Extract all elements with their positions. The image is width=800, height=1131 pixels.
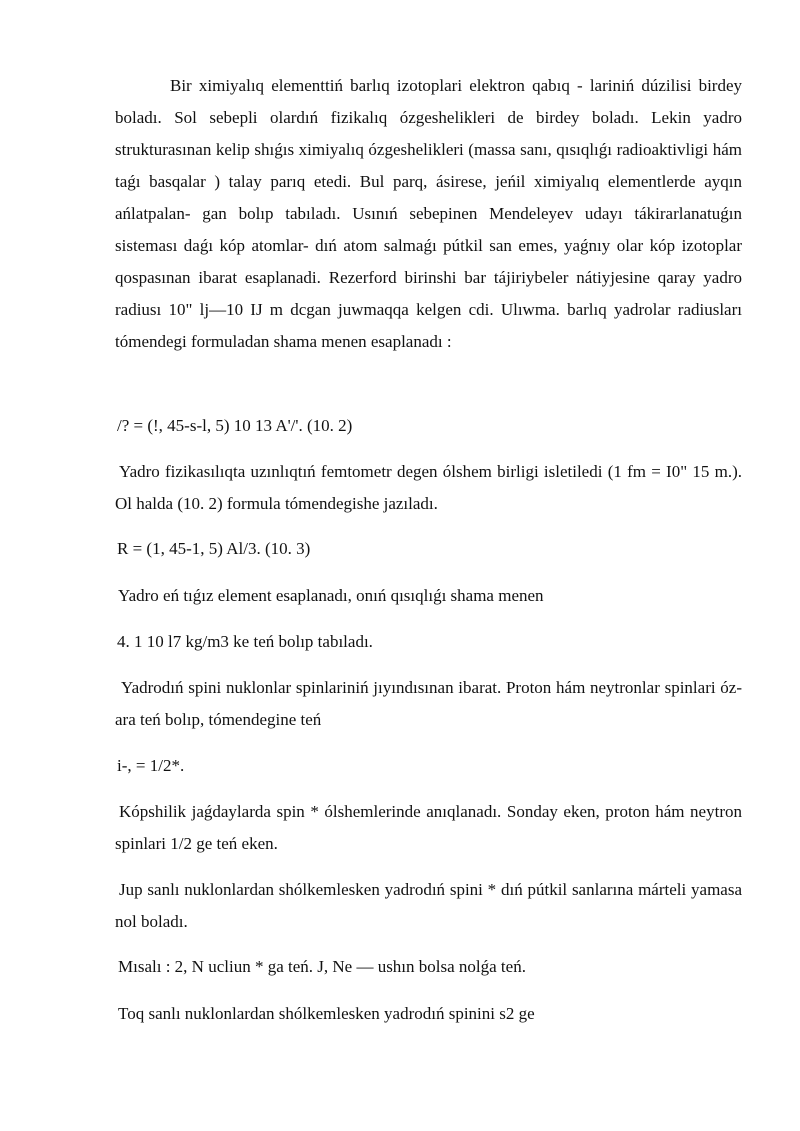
paragraph-example: Mısalı : 2, N ucliun * ga teń. J, Ne — ushın bolsa nolǵa teń. [118,957,526,976]
paragraph-odd-nucleons: Toq sanlı nuklonlardan shólkemlesken yadrodıń spinini s2 ge [118,1004,535,1023]
paragraph-spin-measurement: Kópshilik jaǵdaylarda spin * ólshemlerinde anıqlanadı. Sonday eken, proton hám neytron spinlari 1/2 ge teń eken. [115,802,742,853]
formula-spin: i-, = 1/2*. [117,756,185,775]
paragraph-even-nucleons: Jup sanlı nuklonlardan shólkemlesken yadrodıń spini * dıń pútkil sanlarına márteli yamasa nol boladı. [115,880,742,931]
paragraph-nucleus-spin: Yadrodıń spini nuklonlar spinlariniń jıyındısınan ibarat. Proton hám neytronlar spinlari óz-ara teń bolıp, tómendegine teń [115,678,742,729]
paragraph-density-value: 4. 1 10 l7 kg/m3 ke teń bolıp tabıladı. [117,632,373,651]
paragraph-isotopes-intro: Bir ximiyalıq elementtiń barlıq izotoplari elektron qabıq - lariniń dúzilisi birdey boladı. Sol sebepli olardıń fizikalıq ózgeshelikleri de birdey boladı. Lekin yadro strukturasınan kelip shıǵıs ximiyalıq ózgeshelikleri (massa sanı, qısıqlıǵı radioaktivligi hám taǵı basqalar ) talay parıq etedi. Bul parq, ásirese, jeńil ximiyalıq elementlerde ayqın ańlatpalan- gan bolıp tabıladı. Usınıń sebepinen Mendeleyev udayı tákirarlanatuǵın sisteması daǵı kóp atomlar- dıń atom salmaǵı pútkil san emes, yaǵnıy olar kóp izotoplar qospasınan ibarat esaplanadi. Rezerford birinshi bar tájiriybeler nátiyjesine qaray yadro radiusı 10" lj—10 IJ m dcgan juwmaqqa kelgen cdi. Ulıwma. barlıq yadrolar radiusları tómendegi formuladan shama menen esaplanadı : [115,76,742,351]
formula-radius-2: R = (1, 45-1, 5) Al/3. (10. 3) [117,539,311,558]
formula-radius-1: /? = (!, 45-s-l, 5) 10 13 A'/'. (10. 2) [117,416,353,435]
paragraph-density: Yadro eń tıǵız element esaplanadı, onıń qısıqlıǵı shama menen [118,586,544,605]
paragraph-femtometer: Yadro fizikasılıqta uzınlıqtıń femtometr degen ólshem birligi isletiledi (1 fm = I0" 15 m.). Ol halda (10. 2) formula tómendegishe jazıladı. [115,462,742,513]
